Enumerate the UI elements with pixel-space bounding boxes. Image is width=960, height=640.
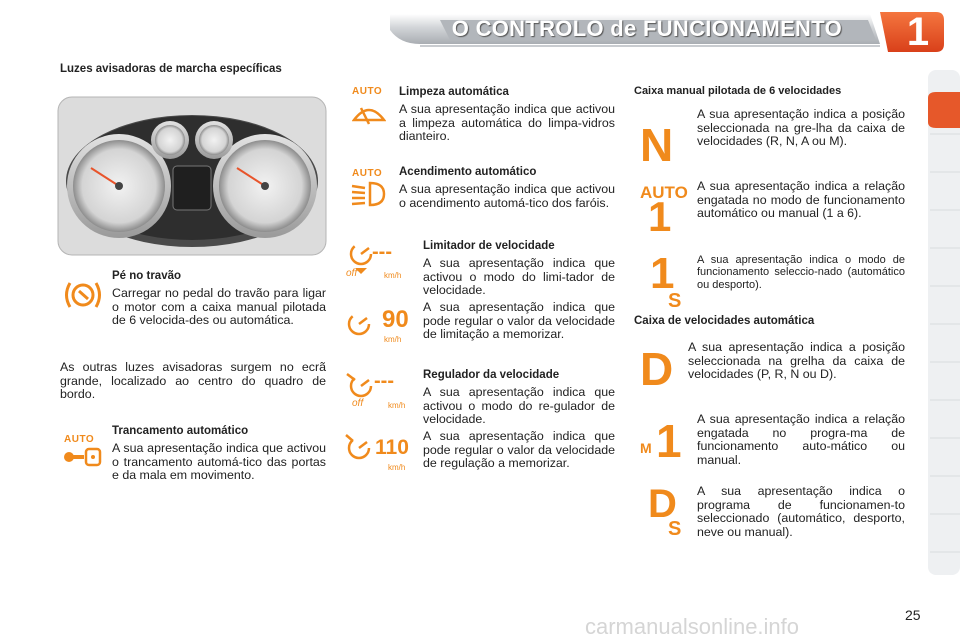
cruise-unit-2: km/h — [388, 463, 406, 472]
gear-ds-text: A sua apresentação indica o programa de funcionamen-to seleccionado (automático, desporto, neve ou manual). — [697, 484, 905, 539]
page-title: O CONTROLO de FUNCIONAMENTO — [451, 16, 842, 41]
auto-lock-icon — [62, 446, 102, 468]
auto-lock-text: A sua apresentação indica que activou o trancamento automá-tico das portas e da mala em movimento. — [112, 441, 326, 483]
page-number: 25 — [905, 607, 921, 623]
auto-wipe-text: A sua apresentação indica que activou a limpeza automática do limpa-vidros dianteiro. — [399, 102, 615, 144]
gear-m-label: M — [640, 440, 652, 456]
gear-m-text: A sua apresentação indica a relação engatada no progra-ma de funcionamento auto-mático ou manual. — [697, 412, 905, 467]
auto-wipe-icon-label: AUTO — [352, 86, 383, 97]
cruise-value: 110 — [375, 436, 409, 459]
cruise-control-text-2: A sua apresentação indica que pode regular o valor da velocidade de regulação a memorizar. — [423, 429, 615, 471]
gear-s-text: A sua apresentação indica o modo de funcionamento seleccio-nado (automático ou desporto). — [697, 254, 905, 291]
auto-lights-title: Acendimento automático — [399, 166, 537, 178]
auto-lights-icon-label: AUTO — [352, 168, 383, 179]
instrument-cluster-image — [57, 96, 327, 256]
cruise-control-title: Regulador da velocidade — [423, 369, 560, 381]
gear-ds-sub: S — [668, 518, 682, 540]
limiter-unit-2: km/h — [384, 335, 402, 344]
limiter-dashes: --- — [372, 241, 392, 263]
gear-n-text: A sua apresentação indica a posição seleccionada na gre-lha da caixa de velocidades (R, N, A ou M). — [697, 107, 905, 149]
left-heading: Luzes avisadoras de marcha específicas — [60, 63, 282, 75]
speed-limiter-text-2: A sua apresentação indica que pode regular o valor da velocidade de limitação a memorizar. — [423, 300, 615, 342]
gear-auto-label: AUTO — [640, 183, 688, 202]
auto-lock-icon-label: AUTO — [64, 434, 95, 445]
auto-lock-title: Trancamento automático — [112, 425, 249, 437]
foot-brake-icon — [62, 280, 104, 310]
auto-wipe-title: Limpeza automática — [399, 86, 509, 98]
speed-limiter-title: Limitador de velocidade — [423, 240, 555, 252]
gear-ds-glyph: D — [648, 482, 677, 526]
limiter-off-label: off — [346, 268, 358, 279]
cruise-control-off-icon — [345, 370, 375, 400]
limiter-unit-1: km/h — [384, 271, 402, 280]
gear-s-sub: S — [668, 290, 682, 312]
wiper-icon — [352, 100, 386, 130]
cruise-control-text-1: A sua apresentação indica que activou o modo do re-gulador de velocidade. — [423, 385, 615, 427]
gear-d-glyph: D — [640, 343, 674, 395]
headlight-icon — [350, 180, 386, 208]
cruise-unit-1: km/h — [388, 401, 406, 410]
auto-lights-text: A sua apresentação indica que activou o acendimento automá-tico dos faróis. — [399, 182, 615, 210]
gear-s-glyph: 1 — [650, 249, 675, 298]
cruise-off-label: off — [352, 398, 364, 409]
foot-brake-text: Carregar no pedal do travão para ligar o motor com a caixa manual pilotada de 6 velocida-des ou automática. — [112, 286, 326, 328]
speed-limiter-text-1: A sua apresentação indica que activou o modo do limi-tador de velocidade. — [423, 256, 615, 298]
watermark: carmanualsonline.info — [585, 614, 800, 639]
cruise-control-icon — [345, 432, 375, 462]
speed-limiter-icon — [345, 310, 375, 340]
gearbox-auto-heading: Caixa de velocidades automática — [634, 315, 815, 327]
gear-m-glyph: 1 — [656, 415, 682, 467]
limiter-value: 90 — [382, 306, 409, 333]
gearbox-manual-heading: Caixa manual pilotada de 6 velocidades — [634, 85, 842, 97]
gear-auto-text: A sua apresentação indica a relação engatada no modo de funcionamento automático ou manual (1 a 6). — [697, 179, 905, 221]
chapter-tab-strip — [924, 70, 960, 575]
chapter-number: 1 — [906, 10, 930, 54]
foot-brake-title: Pé no travão — [112, 270, 182, 282]
other-lights-text: As outras luzes avisadoras surgem no ecrã grande, localizado ao centro do quadro de bordo. — [60, 360, 326, 402]
cruise-dashes: --- — [374, 370, 394, 392]
gear-auto-glyph: 1 — [648, 193, 672, 240]
gear-d-text: A sua apresentação indica a posição seleccionada na grelha da caixa de velocidades (P, R, N ou D). — [688, 340, 905, 382]
gear-n-glyph: N — [640, 119, 674, 171]
